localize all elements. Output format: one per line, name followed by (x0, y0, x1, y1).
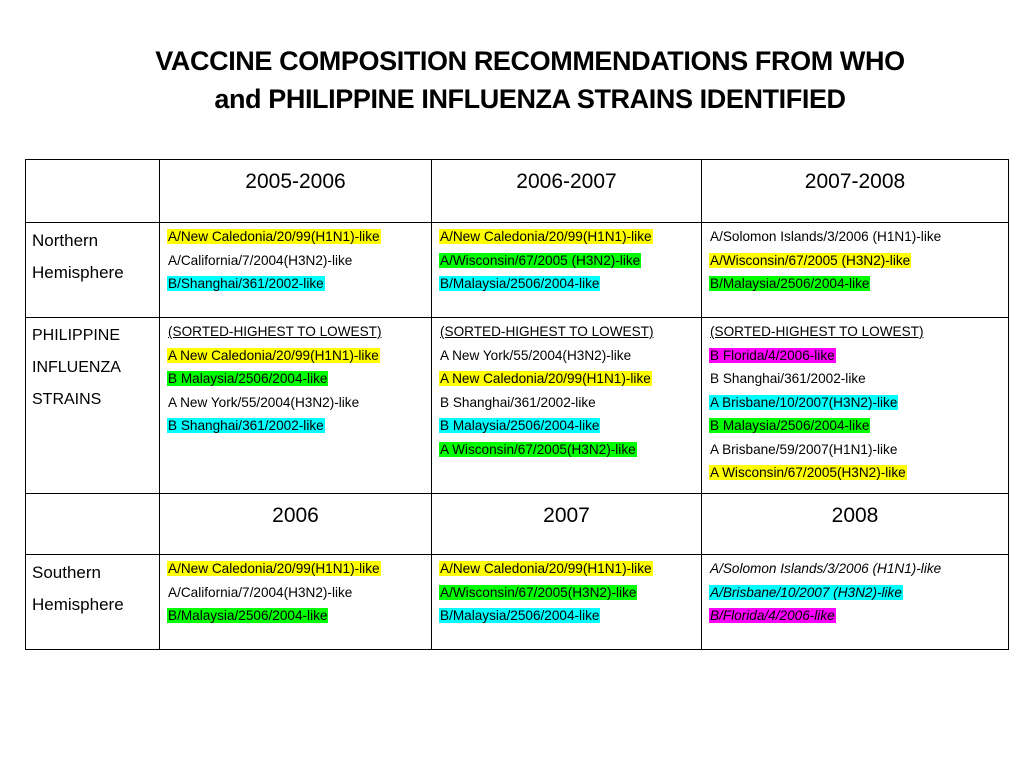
strain-name: B Shanghai/361/2002-like (168, 418, 324, 433)
strain-line (167, 414, 431, 438)
strain-name: A New York/55/2004(H3N2)-like (440, 347, 632, 363)
strain-line (439, 320, 701, 344)
strain-line (167, 581, 431, 605)
strain-name: B/Florida/4/2006-like (710, 608, 835, 623)
row-southern-hemisphere (26, 555, 1009, 650)
strain-name: A Wisconsin/67/2005(H3N2)-like (710, 465, 906, 480)
row-label-philippine (26, 318, 160, 494)
strain-line (439, 414, 701, 438)
header-cell (160, 160, 432, 223)
year-label: 2007 (543, 504, 590, 527)
strain-name: A/New Caledonia/20/99(H1N1)-like (168, 561, 380, 576)
strain-name: B Malaysia/2506/2004-like (440, 418, 600, 433)
season-label: 2006-2007 (516, 170, 617, 193)
strain-name: A/Solomon Islands/3/2006 (H1N1)-like (710, 229, 942, 244)
row-label-text: Northern (32, 231, 99, 250)
strain-name: A/New Caledonia/20/99(H1N1)-like (440, 229, 652, 244)
strain-name: B Malaysia/2506/2004-like (710, 418, 870, 433)
strain-cell (432, 555, 702, 650)
row-label-text: STRAINS (32, 391, 102, 408)
header-cell (432, 160, 702, 223)
header-corner-cell (26, 160, 160, 223)
row-label-text: PHILIPPINE (32, 327, 121, 344)
strain-name: A Brisbane/10/2007(H3N2)-like (710, 394, 898, 410)
strain-name: A New York/55/2004(H3N2)-like (168, 394, 360, 410)
strain-line (167, 272, 431, 296)
strain-line (167, 225, 431, 249)
strain-line (167, 604, 431, 628)
row-label-text: Hemisphere (32, 263, 124, 282)
strain-name: A/Solomon Islands/3/2006 (H1N1)-like (710, 561, 942, 576)
strain-list (160, 223, 431, 296)
strain-line (709, 461, 1008, 485)
row-label-text: Hemisphere (32, 595, 124, 614)
slide-title (0, 42, 1024, 118)
strain-cell (702, 555, 1009, 650)
strain-name: A/Wisconsin/67/2005 (H3N2)-like (710, 252, 911, 268)
title-line-2: and PHILIPPINE INFLUENZA STRAINS IDENTIFIED (214, 84, 846, 114)
strain-name: A/Brisbane/10/2007 (H3N2)-like (710, 584, 902, 600)
strain-cell (432, 223, 702, 318)
strain-name: A/California/7/2004(H3N2)-like (168, 252, 353, 268)
strain-line (709, 414, 1008, 438)
strain-line (709, 367, 1008, 391)
row-label-northern (26, 223, 160, 318)
strain-line (709, 320, 1008, 344)
strain-name: A/New Caledonia/20/99(H1N1)-like (168, 229, 380, 244)
strain-list (432, 318, 701, 461)
strain-line (167, 367, 431, 391)
sort-note: (SORTED-HIGHEST TO LOWEST) (440, 324, 654, 339)
strain-cell (160, 555, 432, 650)
row-northern-hemisphere (26, 223, 1009, 318)
strain-line (709, 344, 1008, 368)
header-row-seasons (26, 160, 1009, 223)
strain-line (167, 320, 431, 344)
header-cell (432, 494, 702, 555)
header-row-years (26, 494, 1009, 555)
strain-list (702, 555, 1008, 628)
strain-cell (432, 318, 702, 494)
strain-cell (160, 318, 432, 494)
strain-name: A Brisbane/59/2007(H1N1)-like (710, 441, 898, 457)
sort-note: (SORTED-HIGHEST TO LOWEST) (168, 324, 382, 339)
strain-name: B Shanghai/361/2002-like (710, 371, 866, 386)
title-line-1: VACCINE COMPOSITION RECOMMENDATIONS FROM WHO (155, 46, 905, 76)
strain-name: A/Wisconsin/67/2005(H3N2)-like (440, 584, 637, 600)
strain-line (709, 604, 1008, 628)
row-philippine-strains (26, 318, 1009, 494)
strain-name: A/California/7/2004(H3N2)-like (168, 584, 353, 600)
strain-line (439, 344, 701, 368)
strain-name: B Shanghai/361/2002-like (440, 394, 596, 410)
strain-line (439, 581, 701, 605)
vaccine-table (25, 159, 1009, 650)
strain-line (439, 249, 701, 273)
strain-name: B/Malaysia/2506/2004-like (440, 276, 600, 291)
strain-line (709, 249, 1008, 273)
strain-name: A New Caledonia/20/99(H1N1)-like (168, 347, 379, 363)
strain-line (439, 367, 701, 391)
row-label-text: Southern (32, 563, 101, 582)
strain-name: B Malaysia/2506/2004-like (168, 371, 328, 386)
strain-line (167, 557, 431, 581)
strain-line (167, 391, 431, 415)
strain-name: A New Caledonia/20/99(H1N1)-like (440, 371, 651, 386)
strain-line (439, 225, 701, 249)
row-label-southern (26, 555, 160, 650)
strain-name: B/Malaysia/2506/2004-like (440, 608, 600, 623)
strain-line (709, 391, 1008, 415)
header-cell (160, 494, 432, 555)
strain-line (167, 249, 431, 273)
sort-note: (SORTED-HIGHEST TO LOWEST) (710, 324, 924, 339)
season-label: 2007-2008 (804, 170, 906, 193)
header-corner-cell (26, 494, 160, 555)
strain-name: B/Shanghai/361/2002-like (168, 276, 324, 291)
strain-line (709, 438, 1008, 462)
season-label: 2005-2006 (245, 170, 346, 193)
strain-list (160, 555, 431, 628)
strain-line (709, 272, 1008, 296)
header-cell (702, 494, 1009, 555)
strain-list (702, 223, 1008, 296)
year-label: 2006 (272, 504, 319, 527)
strain-list (160, 318, 431, 438)
strain-line (709, 225, 1008, 249)
strain-line (439, 438, 701, 462)
strain-name: A/New Caledonia/20/99(H1N1)-like (440, 561, 652, 576)
strain-line (709, 557, 1008, 581)
strain-cell (160, 223, 432, 318)
strain-name: A Wisconsin/67/2005(H3N2)-like (440, 441, 636, 457)
strain-cell (702, 318, 1009, 494)
strain-line (709, 581, 1008, 605)
strain-line (167, 344, 431, 368)
strain-line (439, 604, 701, 628)
strain-line (439, 272, 701, 296)
strain-line (439, 557, 701, 581)
strain-name: A/Wisconsin/67/2005 (H3N2)-like (440, 252, 641, 268)
strain-name: B Florida/4/2006-like (710, 347, 835, 363)
strain-list (432, 555, 701, 628)
strain-name: B/Malaysia/2506/2004-like (168, 608, 328, 623)
header-cell (702, 160, 1009, 223)
strain-name: B/Malaysia/2506/2004-like (710, 276, 870, 291)
strain-list (432, 223, 701, 296)
year-label: 2008 (831, 504, 879, 527)
row-label-text: INFLUENZA (32, 359, 121, 376)
strain-list (702, 318, 1008, 485)
strain-cell (702, 223, 1009, 318)
strain-line (439, 391, 701, 415)
